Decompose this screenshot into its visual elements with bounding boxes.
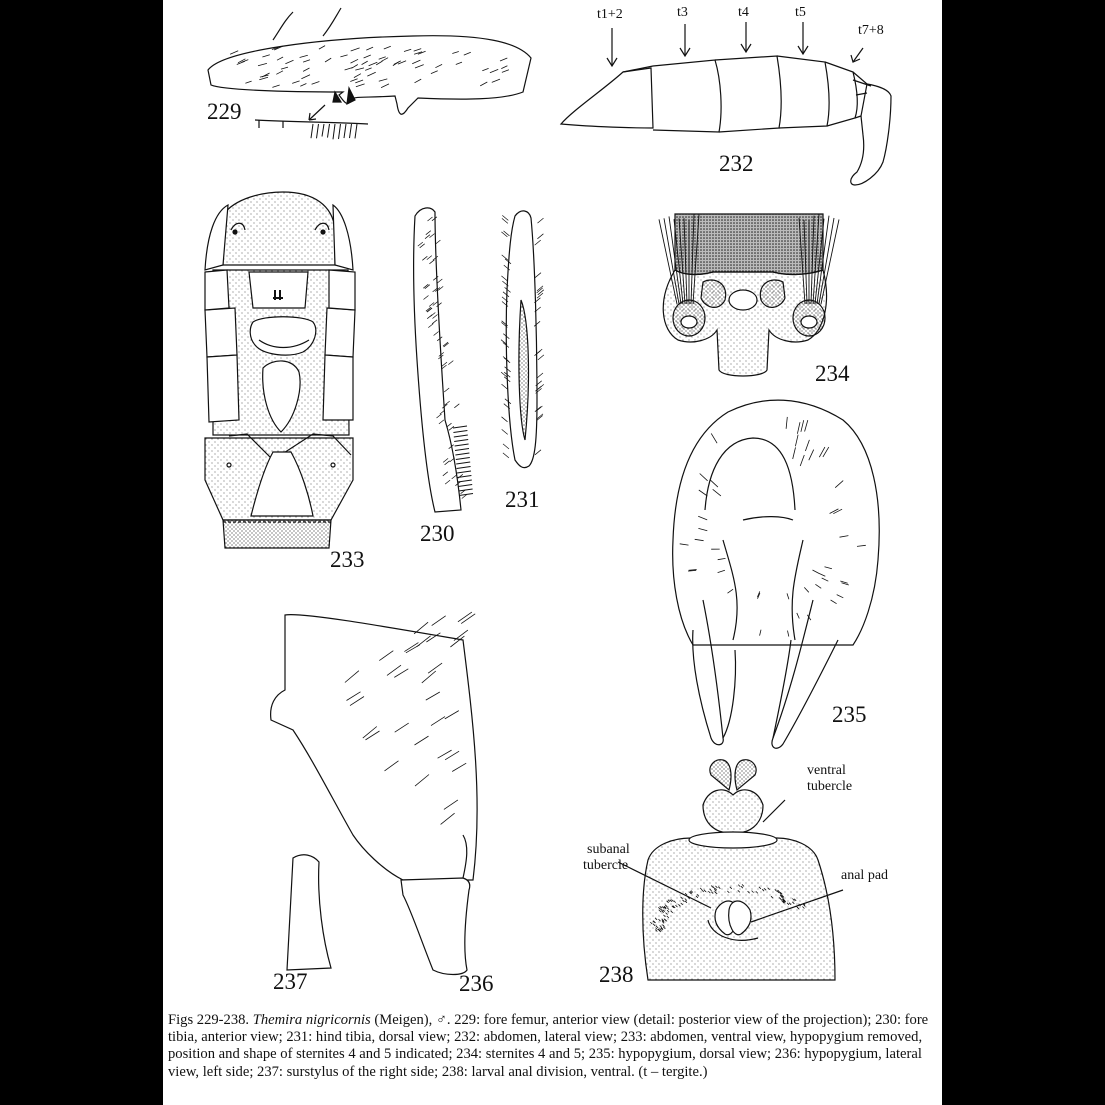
fig-number-236: 236 — [459, 971, 494, 996]
fig-number-238: 238 — [599, 962, 634, 987]
label-anal-pad: anal pad — [841, 868, 889, 883]
fig-number-229: 229 — [207, 99, 242, 124]
fig-number-231: 231 — [505, 487, 540, 512]
fig-number-232: 232 — [719, 151, 754, 176]
tergite-label-t3: t3 — [677, 5, 688, 20]
fig-number-235: 235 — [832, 702, 867, 727]
tergite-label-t1-2: t1+2 — [597, 7, 623, 22]
label-subanal-tubercle-line2: tubercle — [583, 858, 629, 873]
caption-text: (Meigen), ♂. 229: fore femur, anterior view (detail: posterior view of the projection); 230: fore tibia, anterior view; 231: hind tibia, dorsal view; 232: abdomen, lateral view; 233: abdomen, ventral view, hypopygium removed, position and shape of sternites 4 and 5 indicated; 234: sternites 4 and 5; 235: hypopygium, dorsal view; 236: hypopygium, lateral view, left side; 237: surstylus of the right side; 238: larval anal division, ventral. (t – tergite.) — [168, 1012, 929, 1080]
fig-number-237: 237 — [273, 969, 308, 994]
tergite-label-t4: t4 — [738, 5, 749, 20]
fig-229-fore-femur — [208, 8, 531, 139]
caption-species: Themira nigricornis — [252, 1012, 371, 1028]
figure-plate-drawings — [163, 0, 942, 1005]
figure-plate-page — [163, 0, 942, 1105]
caption-lead: Figs 229-238. — [168, 1012, 253, 1028]
figure-caption — [168, 1012, 938, 1081]
label-subanal-tubercle-line1: subanal — [587, 842, 630, 857]
fig-235-hypopygium-dorsal — [673, 400, 880, 748]
tergite-label-t5: t5 — [795, 5, 806, 20]
tergite-label-t7-8: t7+8 — [858, 23, 884, 38]
label-ventral-tubercle-line1: ventral — [807, 763, 846, 778]
label-ventral-tubercle-line2: tubercle — [807, 779, 853, 794]
fig-number-233: 233 — [330, 547, 365, 572]
fig-231-hind-tibia — [501, 211, 544, 468]
fig-234-sternites-4-5 — [659, 214, 839, 376]
fig-230-fore-tibia — [414, 208, 473, 512]
fig-233-abdomen-ventral — [205, 192, 355, 548]
fig-number-230: 230 — [420, 521, 455, 546]
fig-number-234: 234 — [815, 361, 850, 386]
